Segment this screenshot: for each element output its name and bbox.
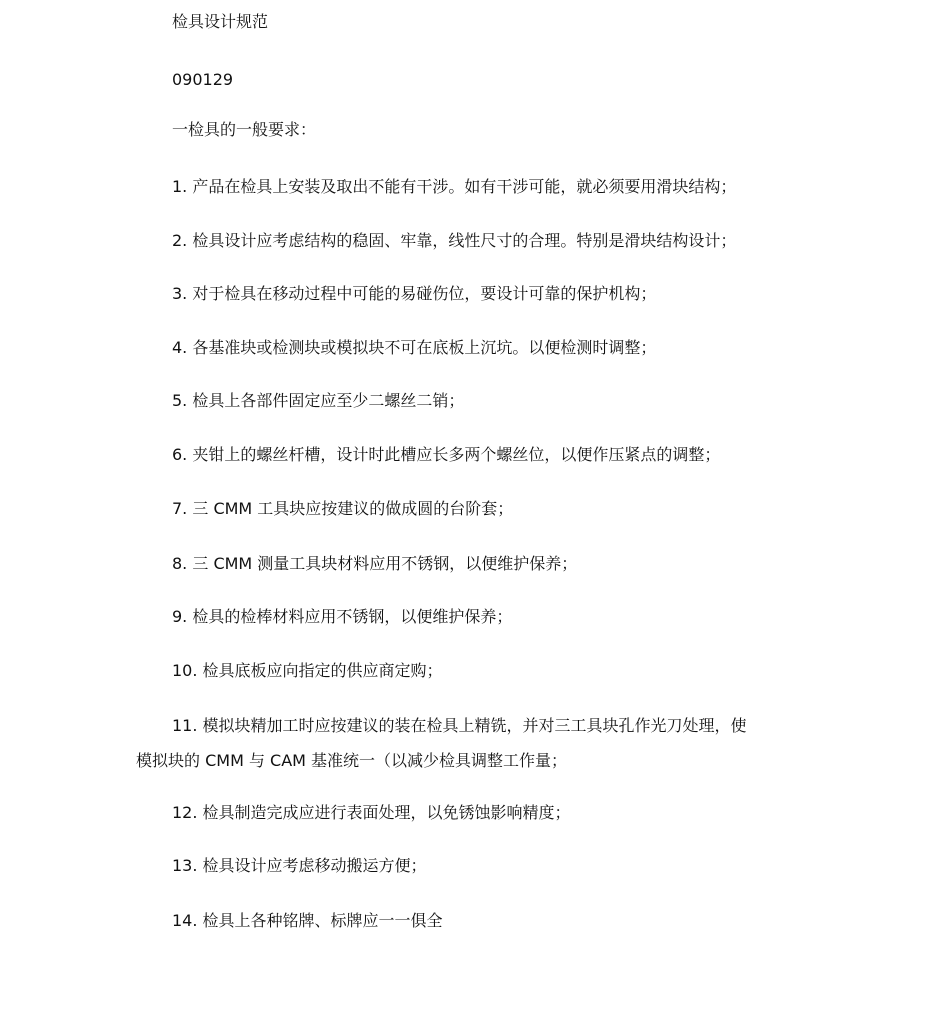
document-title: 检具设计规范 — [172, 12, 269, 31]
list-item-14: 14. 检具上各种铭牌、标牌应一一俱全 — [172, 911, 443, 930]
list-item-3: 3. 对于检具在移动过程中可能的易碰伤位，要设计可靠的保护机构； — [172, 284, 657, 303]
list-item-13: 13. 检具设计应考虑移动搬运方便； — [172, 856, 427, 875]
list-item-6: 6. 夹钳上的螺丝杆槽，设计时此槽应长多两个螺丝位，以便作压紧点的调整； — [172, 445, 721, 464]
list-item-11-line-1: 11. 模拟块精加工时应按建议的装在检具上精铣，并对三工具块孔作光刀处理，使 — [172, 716, 747, 735]
list-item-2: 2. 检具设计应考虑结构的稳固、牢靠，线性尺寸的合理。特别是滑块结构设计； — [172, 231, 737, 250]
list-item-8: 8. 三 CMM 测量工具块材料应用不锈钢，以便维护保养； — [172, 554, 578, 573]
list-item-7: 7. 三 CMM 工具块应按建议的做成圆的台阶套； — [172, 499, 514, 518]
list-item-1: 1. 产品在检具上安装及取出不能有干涉。如有干涉可能，就必须要用滑块结构； — [172, 177, 737, 196]
list-item-9: 9. 检具的检棒材料应用不锈钢，以便维护保养； — [172, 607, 513, 626]
list-item-4: 4. 各基准块或检测块或模拟块不可在底板上沉坑。以便检测时调整； — [172, 338, 657, 357]
list-item-11-line-2: 模拟块的 CMM 与 CAM 基准统一（以减少检具调整工作量； — [136, 751, 568, 770]
section-heading: 一检具的一般要求： — [172, 120, 317, 139]
document-code: 090129 — [172, 70, 234, 89]
list-item-12: 12. 检具制造完成应进行表面处理，以免锈蚀影响精度； — [172, 803, 571, 822]
list-item-5: 5. 检具上各部件固定应至少二螺丝二销； — [172, 391, 465, 410]
list-item-10: 10. 检具底板应向指定的供应商定购； — [172, 661, 443, 680]
